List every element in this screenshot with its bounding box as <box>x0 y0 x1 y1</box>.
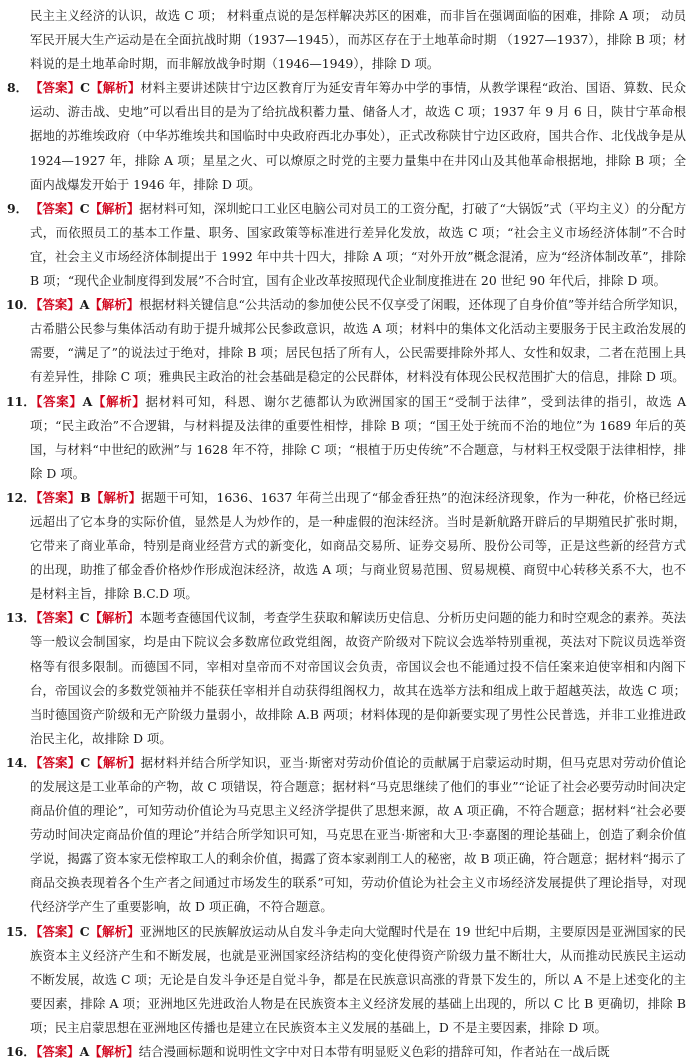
item-number: 8． <box>6 80 28 96</box>
item-number: 9． <box>6 200 28 216</box>
analysis-tag: 【解析】 <box>90 754 141 770</box>
analysis-text: 结合漫画标题和说明性文字中对日本带有明显贬义色彩的措辞可知，作者站在一战后既 <box>138 1044 610 1060</box>
answer-tag: 【答案】 <box>30 80 81 96</box>
answer-item <box>6 486 687 606</box>
answer-tag: 【答案】 <box>30 200 80 216</box>
document-page <box>6 4 687 1064</box>
analysis-text: 本题考查德国代议制，考查学生获取和解读历史信息、分析历史问题的能力和时空观念的素养。英法等一般议会制国家，均是由下院议会多数席位政党组阁，故资产阶级对下院议会选举特别重视，英法对下院议员选举资格等有很多限制。而德国不同，宰相对皇帝而不对帝国议会负责，帝国议会也不能通过投不信任案来迫使宰相和内阁下台，帝国议会的多数党领袖并不能获任宰相并自动获得组阁权力，故其在选举方法和组成上敢于超越英法，故选 C 项；当时德国资产阶级和无产阶级力量弱小，故排除 A.B 两项；材料体现的是仰新要实现了男性公民普选，并非工业推进政治民主化，故排除 D 项。 <box>30 610 687 746</box>
intro-paragraph: 民主主义经济的认识，故选 C 项； 材料重点说的是怎样解决苏区的困难，而非旨在强调面临的困难，排除 A 项； 动员军民开展大生产运动是在全面抗战时期（1937—1945），而苏区存在于土地革命时期 （1927—1937），排除 B 项；材料说的是土地革命时期，而非解放战争时期（1946—1949），排除 D 项。 <box>30 8 686 72</box>
analysis-tag: 【解析】 <box>89 1044 139 1060</box>
answer-tag: 【答案】 <box>30 923 80 939</box>
item-number: 16． <box>6 1044 36 1060</box>
analysis-text: 据材料可知，科恩、谢尔艺德都认为欧洲国家的国王“受制于法律”，受到法律的指引，故选 A 项；“民主政治”不合逻辑，与材料提及法律的重要性相悖，排除 B 项；“国王处于统而不治的地位”为 1689 年后的英国，与材料“中世纪的欧洲”与 1628 年不符，排除 C 项；“根植于历史传统”不合题意，与材料王权受限于法律相悖，排除 D 项。 <box>30 393 687 481</box>
answer-item <box>6 293 687 389</box>
answer-item <box>6 920 687 1040</box>
answer-letter: C <box>79 200 90 216</box>
item-number: 12． <box>6 489 36 505</box>
answer-item <box>6 751 687 920</box>
answer-letter: C <box>80 754 91 770</box>
analysis-text: 据材料可知，深圳蛇口工业区电脑公司对员工的工资分配，打破了“大锅饭”式（平均主义）的分配方式，而依照员工的基本工作量、职务、国家政策等标准进行差异化发放，故选 C 项；“社会主义市场经济体制”不合时宜，社会主义市场经济体制提出于 1992 年中共十四大，排除 A 项；“对外开放”概念混淆，应为“经济体制改革”，排除 B 项；“现代企业制度得到发展”不合时宜，国有企业改革按照现代企业制度推进在 20 世纪 90 年代后，排除 D 项。 <box>30 200 687 289</box>
answer-item <box>6 76 687 196</box>
answer-letter: B <box>80 489 91 505</box>
answer-tag: 【答案】 <box>30 489 81 505</box>
answer-tag: 【答案】 <box>30 297 80 313</box>
answer-tag: 【答案】 <box>30 1044 80 1060</box>
answer-list <box>6 76 687 1064</box>
answer-letter: A <box>79 297 90 313</box>
analysis-text: 据材料并结合所学知识，亚当·斯密对劳动价值论的贡献属于启蒙运动时期，但马克思对劳动价值论的发展这是工业革命的产物，故 C 项错误，符合题意；据材料“马克思继续了他们的事业”“论证了社会必要劳动时间决定商品价值的理论”，可知劳动价值论为马克思主义经济学提供了思想来源，故 A 项正确，不符合题意；据材料“社会必要劳动时间决定商品价值的理论”并结合所学知识可知，马克思在亚当·斯密和大卫·李嘉图的理论基础上，创造了剩余价值学说，揭露了资本家无偿榨取工人的剩余价值，揭露了资本家剥削工人的秘密，故 B 项正确，符合题意；据材料“揭示了商品交换表现着各个生产者之间通过市场发生的联系”可知，劳动价值论为社会主义市场经济发展提供了理论指导，对现代经济学产生了重要影响，故 D 项正确，不符合题意。 <box>30 754 687 915</box>
analysis-tag: 【解析】 <box>89 923 140 939</box>
answer-item <box>6 197 687 293</box>
answer-item <box>6 1040 686 1064</box>
analysis-text: 根据材料关键信息“公共活动的参加使公民不仅享受了闲暇，还体现了自身价值”等并结合所学知识，古希腊公民参与集体活动有助于提升城邦公民参政意识，故选 A 项；材料中的集体文化活动主要服务于民主政治发展的需要，“满足了”的说法过于绝对，排除 B 项；居民包括了所有人，公民需要排除外邦人、女性和奴隶，二者在范围上具有差异性，排除 C 项；雅典民主政治的社会基础是稳定的公民群体，材料没有体现公民权范围扩大的信息，排除 D 项。 <box>30 297 687 385</box>
item-number: 10． <box>6 297 36 313</box>
analysis-tag: 【解析】 <box>89 297 140 313</box>
analysis-tag: 【解析】 <box>89 200 140 216</box>
answer-item <box>6 606 687 751</box>
analysis-text: 亚洲地区的民族解放运动从自发斗争走向大觉醒时代是在 19 世纪中后期，主要原因是亚洲国家的民族资本主义经济产生和不断发展，也就是亚洲国家经济结构的变化使得资产阶级力量不断壮大，从而推动民族民主运动不断发展，故选 C 项；无论是自发斗争还是自觉斗争，都是在民族意识高涨的背景下发生的，所以 A 不是上述变化的主要因素，排除 A 项；亚洲地区先进政治人物是在民族资本主义经济发展的基础上出现的，所以 C 比 B 更确切，排除 B 项；民主启蒙思想在亚洲地区传播也是建立在民族资本主义发展的基础上，D 不是主要因素，排除 D 项。 <box>30 923 687 1035</box>
analysis-tag: 【解析】 <box>89 610 140 626</box>
analysis-text: 据题干可知，1636、1637 年荷兰出现了“郁金香狂热”的泡沫经济现象，作为一种花，价格已经远远超出了它本身的实际价值，显然是人为炒作的，是一种虚假的泡沫经济。当时是新航路开辟后的早期殖民扩张时期，它带来了商业革命，特别是商业经营方式的新变化，如商品交易所、证券交易所、股份公司等，正是这些新的经营方式的出现，助推了郁金香价格炒作形成泡沫经济，故选 A 项；与商业贸易范围、贸易规模、商贸中心转移关系不大，也不是材料主旨，排除 B.C.D 项。 <box>30 489 687 602</box>
answer-tag: 【答案】 <box>30 754 81 770</box>
analysis-tag: 【解析】 <box>90 80 141 96</box>
analysis-text: 材料主要讲述陕甘宁边区教育厅为延安青年筹办中学的事情，从教学课程“政治、国语、算数、民众运动、游击战、史地”可以看出目的是为了给抗战积蓄力量、储备人才，故选 C 项；1937 年 9 月 6 日，陕甘宁革命根据地的苏维埃政府（中华苏维埃共和国临时中央政府西北办事处），正式改称陕甘宁边区政府，国共合作、北伐战争是从 1924—1927 年，排除 A 项；星星之火、可以燎原之时党的主要力量集中在井冈山及其他革命根据地，排除 B 项；全面内战爆发开始于 1946 年，排除 D 项。 <box>30 80 687 192</box>
analysis-tag: 【解析】 <box>92 393 146 409</box>
analysis-tag: 【解析】 <box>90 489 142 505</box>
item-number: 13． <box>6 610 36 626</box>
answer-item <box>6 390 687 486</box>
item-number: 14． <box>6 754 36 770</box>
answer-tag: 【答案】 <box>30 610 80 626</box>
answer-tag: 【答案】 <box>30 393 83 409</box>
answer-letter: A <box>82 393 93 409</box>
answer-letter: A <box>79 1044 90 1060</box>
item-number: 15． <box>6 923 36 939</box>
answer-letter: C <box>79 610 90 626</box>
answer-letter: C <box>79 923 90 939</box>
item-number: 11． <box>6 393 36 409</box>
answer-letter: C <box>80 80 91 96</box>
